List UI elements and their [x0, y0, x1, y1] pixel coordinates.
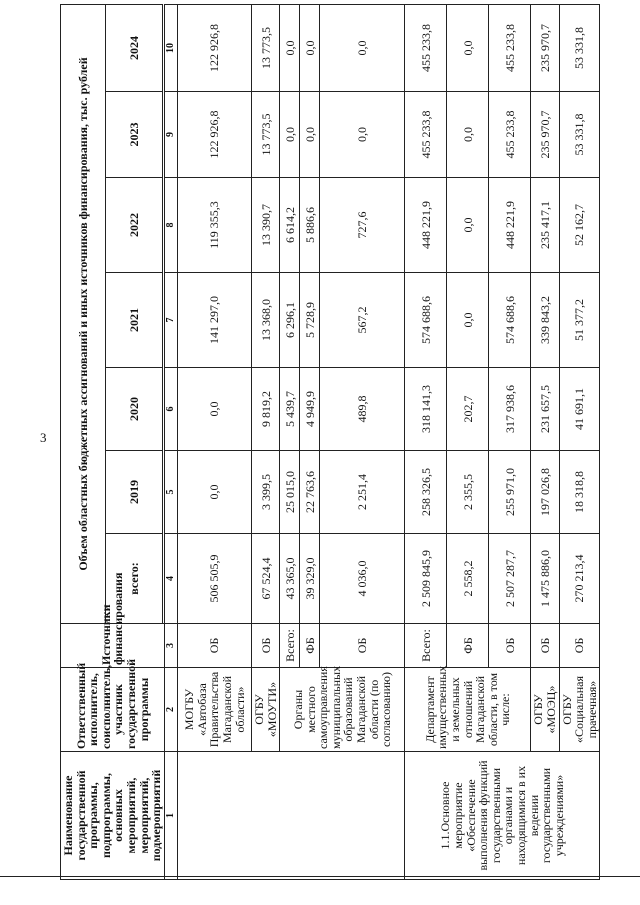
- value-cell: 3 399,5: [252, 451, 280, 534]
- value-cell: 258 326,5: [405, 451, 447, 534]
- value-cell: 2 558,2: [447, 534, 489, 624]
- value-cell: 141 297,0: [178, 273, 252, 368]
- table-row: [559, 5, 600, 880]
- value-cell: 0,0: [320, 5, 405, 92]
- executor-cell: МОГБУ «Автобаза Правительства Магаданской области»: [178, 668, 252, 752]
- value-cell: 455 233,8: [489, 92, 531, 178]
- value-cell: 455 233,8: [405, 92, 447, 178]
- value-cell: 0,0: [447, 178, 489, 273]
- value-cell: 6 614,2: [280, 178, 300, 273]
- table-row: [252, 5, 280, 880]
- value-cell: 567,2: [320, 273, 405, 368]
- value-cell: 448 221,9: [405, 178, 447, 273]
- value-cell: 67 524,4: [252, 534, 280, 624]
- table-row: [280, 5, 300, 880]
- column-number: 5: [164, 451, 178, 534]
- value-cell: 0,0: [280, 5, 300, 92]
- source-cell: ОБ: [178, 624, 252, 668]
- value-cell: 231 657,5: [531, 368, 559, 451]
- value-cell: 39 329,0: [300, 534, 320, 624]
- table-row: [178, 5, 252, 880]
- value-cell: 2 507 287,7: [489, 534, 531, 624]
- column-number: 2: [164, 668, 178, 752]
- source-cell: Всего:: [280, 624, 300, 668]
- value-cell: 9 819,2: [252, 368, 280, 451]
- value-cell: 317 938,6: [489, 368, 531, 451]
- page-number: 3: [40, 430, 47, 445]
- header-program: Наименование государственной программы, подпрограммы, основных мероприятий, мероприятий, подмероприятий: [61, 752, 165, 880]
- value-cell: 235 417,1: [531, 178, 559, 273]
- value-cell: 574 688,6: [405, 273, 447, 368]
- value-cell: 0,0: [178, 451, 252, 534]
- column-number: 7: [164, 273, 178, 368]
- source-cell: ОБ: [531, 624, 559, 668]
- value-cell: 5 728,9: [300, 273, 320, 368]
- value-cell: 339 843,2: [531, 273, 559, 368]
- value-cell: 197 026,8: [531, 451, 559, 534]
- executor-cell: ОГБУ «Социальная прачечная»: [559, 668, 600, 752]
- value-cell: 270 213,4: [559, 534, 600, 624]
- value-cell: 51 377,2: [559, 273, 600, 368]
- value-cell: 0,0: [447, 92, 489, 178]
- value-cell: 448 221,9: [489, 178, 531, 273]
- value-cell: 235 970,7: [531, 5, 559, 92]
- value-cell: 4 949,9: [300, 368, 320, 451]
- value-cell: 13 368,0: [252, 273, 280, 368]
- value-cell: 0,0: [178, 368, 252, 451]
- value-cell: 6 296,1: [280, 273, 300, 368]
- value-cell: 255 971,0: [489, 451, 531, 534]
- column-number-row: [164, 5, 178, 880]
- value-cell: 122 926,8: [178, 92, 252, 178]
- header-funding-title: Объем областных бюджетных ассигнований и иных источников финансирования, тыс. рублей: [61, 5, 106, 624]
- column-number: 10: [164, 5, 178, 92]
- source-cell: ФБ: [300, 624, 320, 668]
- executor-cell: ОГБУ «МОЭЦ»: [531, 668, 559, 752]
- header-year: 2024: [105, 5, 162, 92]
- value-cell: 235 970,7: [531, 92, 559, 178]
- header-source: Источники финансирования: [61, 624, 165, 668]
- executor-cell: Органы местного самоуправления муниципальных образований Магаданской области (по согласованию): [280, 668, 405, 752]
- value-cell: 455 233,8: [405, 5, 447, 92]
- value-cell: 489,8: [320, 368, 405, 451]
- table-row: [405, 5, 447, 880]
- source-cell: ОБ: [320, 624, 405, 668]
- value-cell: 0,0: [320, 92, 405, 178]
- header-row-top: [61, 5, 106, 880]
- source-cell: Всего:: [405, 624, 447, 668]
- value-cell: 2 509 845,9: [405, 534, 447, 624]
- value-cell: 2 355,5: [447, 451, 489, 534]
- value-cell: 119 355,3: [178, 178, 252, 273]
- column-number: 1: [164, 752, 178, 880]
- source-cell: ОБ: [252, 624, 280, 668]
- value-cell: 727,6: [320, 178, 405, 273]
- value-cell: 202,7: [447, 368, 489, 451]
- rotated-table-container: [60, 5, 599, 880]
- header-year: 2019: [105, 451, 162, 534]
- column-number: 9: [164, 92, 178, 178]
- value-cell: 13 390,7: [252, 178, 280, 273]
- value-cell: 41 691,1: [559, 368, 600, 451]
- value-cell: 0,0: [447, 273, 489, 368]
- column-number: 4: [164, 534, 178, 624]
- page-bottom-rule: [0, 876, 640, 877]
- value-cell: 122 926,8: [178, 5, 252, 92]
- value-cell: 0,0: [447, 5, 489, 92]
- value-cell: 318 141,3: [405, 368, 447, 451]
- executor-cell: ОГБУ «МОУТИ»: [252, 668, 280, 752]
- table-row: [531, 5, 559, 880]
- value-cell: 1 475 886,0: [531, 534, 559, 624]
- funding-table: [60, 4, 600, 880]
- header-year: 2021: [105, 273, 162, 368]
- value-cell: 25 015,0: [280, 451, 300, 534]
- value-cell: 43 365,0: [280, 534, 300, 624]
- value-cell: 5 439,7: [280, 368, 300, 451]
- value-cell: 5 886,6: [300, 178, 320, 273]
- value-cell: 574 688,6: [489, 273, 531, 368]
- value-cell: 13 773,5: [252, 5, 280, 92]
- program-cell-empty: [178, 752, 405, 880]
- value-cell: 22 763,6: [300, 451, 320, 534]
- value-cell: 52 162,7: [559, 178, 600, 273]
- value-cell: 4 036,0: [320, 534, 405, 624]
- source-cell: ФБ: [447, 624, 489, 668]
- section-title: 1.1.Основное мероприятие «Обеспечение выполнения функций государственными органами и находящимися в их ведении государственными учреждениями»: [405, 752, 600, 880]
- source-cell: ОБ: [489, 624, 531, 668]
- header-year: 2020: [105, 368, 162, 451]
- column-number: 8: [164, 178, 178, 273]
- value-cell: 0,0: [300, 92, 320, 178]
- executor-cell: Департамент имущественных и земельных отношений Магаданской области, в том числе:: [405, 668, 531, 752]
- header-year: 2023: [105, 92, 162, 178]
- value-cell: 506 505,9: [178, 534, 252, 624]
- value-cell: 13 773,5: [252, 92, 280, 178]
- column-number: 3: [164, 624, 178, 668]
- value-cell: 0,0: [300, 5, 320, 92]
- value-cell: 53 331,8: [559, 5, 600, 92]
- value-cell: 18 318,8: [559, 451, 600, 534]
- value-cell: 455 233,8: [489, 5, 531, 92]
- value-cell: 2 251,4: [320, 451, 405, 534]
- value-cell: 53 331,8: [559, 92, 600, 178]
- header-executor: Ответственный исполнитель, соисполнитель, участник государственной программы: [61, 668, 165, 752]
- source-cell: ОБ: [559, 624, 600, 668]
- header-year: 2022: [105, 178, 162, 273]
- column-number: 6: [164, 368, 178, 451]
- header-total: всего:: [105, 534, 162, 624]
- value-cell: 0,0: [280, 92, 300, 178]
